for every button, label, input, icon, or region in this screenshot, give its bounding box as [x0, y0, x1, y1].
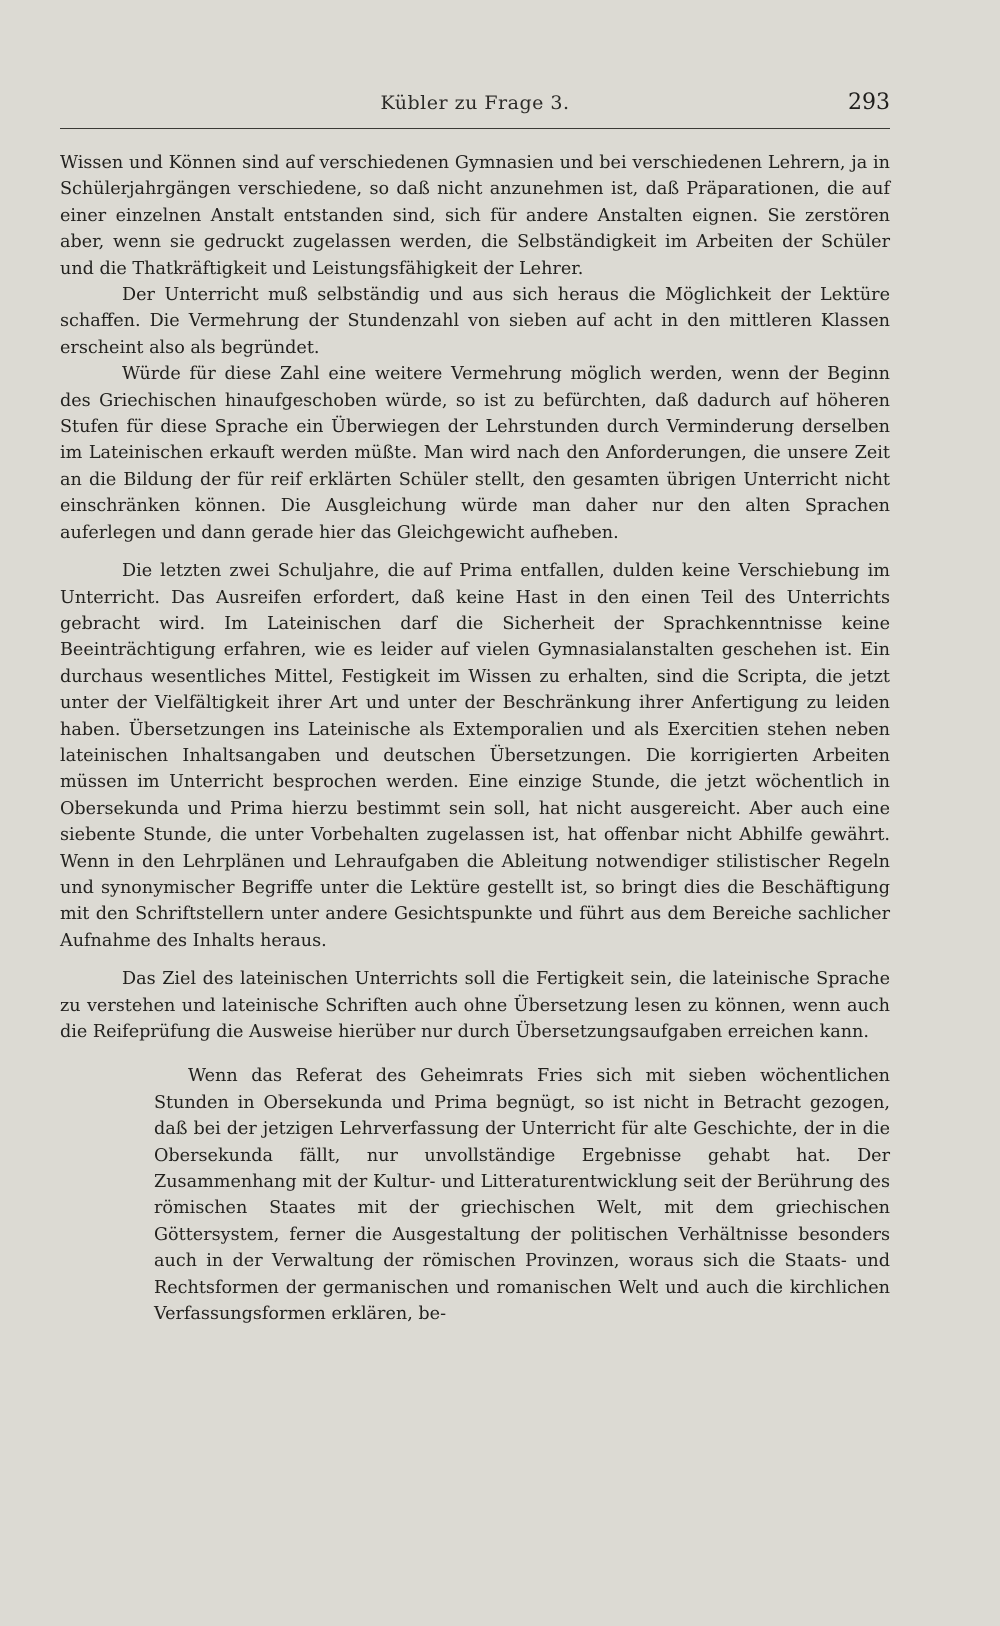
- page-header: [60, 88, 890, 128]
- paragraph-6: Wenn das Referat des Geheimrats Fries sich mit sieben wöchentlichen Stunden in Obersekunda und Prima begnügt, so ist nicht in Betracht gezogen, daß bei der jetzigen Lehrverfassung der Unterricht für alte Geschichte, der in die Obersekunda fällt, nur unvollständige Ergebnisse gehabt hat. Der Zusammenhang mit der Kultur- und Litteraturentwicklung seit der Berührung des römischen Staates mit der griechischen Welt, mit dem griechischen Göttersystem, ferner die Ausgestaltung der politischen Verhältnisse besonders auch in der Verwaltung der römischen Provinzen, woraus sich die Staats- und Rechtsformen der germanischen und romanischen Welt und auch die kirchlichen Verfassungsformen erklären, be-: [154, 1066, 890, 1325]
- header-rule: [60, 128, 890, 129]
- page-number: 293: [848, 90, 890, 115]
- paragraph-4: Die letzten zwei Schuljahre, die auf Prima entfallen, dulden keine Verschiebung im Unterricht. Das Ausreifen erfordert, daß keine Hast in den einen Teil des Unterrichts gebracht wird. Im Lateinischen darf die Sicherheit der Sprachkenntnisse keine Beeinträchtigung erfahren, wie es leider auf vielen Gymnasialanstalten geschehen ist. Ein durchaus wesentliches Mittel, Festigkeit im Wissen zu erhalten, sind die Scripta, die jetzt unter der Vielfältigkeit ihrer Art und unter der Beschränkung ihrer Anfertigung zu leiden haben. Übersetzungen ins Lateinische als Extemporalien und als Exercitien stehen neben lateinischen Inhaltsangaben und deutschen Übersetzungen. Die korrigierten Arbeiten müssen im Unterricht besprochen werden. Eine einzige Stunde, die jetzt wöchentlich in Obersekunda und Prima hierzu bestimmt sein soll, hat nicht ausgereicht. Aber auch eine siebente Stunde, die unter Vorbehalten zugelassen ist, hat offenbar nicht Abhilfe gewährt. Wenn in den Lehrplänen und Lehraufgaben die Ableitung notwendiger stilistischer Regeln und synonymischer Begriffe unter die Lektüre gestellt ist, so bringt dies die Beschäftigung mit den Schriftstellern unter andere Gesichtspunkte und führt aus dem Bereiche sachlicher Aufnahme des Inhalts heraus.: [60, 561, 890, 951]
- paragraph-2: Der Unterricht muß selbständig und aus sich heraus die Möglichkeit der Lektüre schaffen. Die Vermehrung der Stundenzahl von sieben auf acht in den mittleren Klassen erscheint also als begründet.: [60, 285, 890, 358]
- paragraph-5: Das Ziel des lateinischen Unterrichts soll die Fertigkeit sein, die lateinische Sprache zu verstehen und lateinische Schriften auch ohne Übersetzung lesen zu können, wenn auch die Reifeprüfung die Ausweise hierüber nur durch Übersetzungsaufgaben erreichen kann.: [60, 969, 890, 1042]
- running-title: Kübler zu Frage 3.: [380, 92, 570, 114]
- paragraph-1: Wissen und Können sind auf verschiedenen Gymnasien und bei verschiedenen Lehrern, ja in Schülerjahrgängen verschiedene, so daß nicht anzunehmen ist, daß Präparationen, die auf einer einzelnen Anstalt entstanden sind, sich für andere Anstalten eignen. Sie zerstören aber, wenn sie gedruckt zugelassen werden, die Selbständigkeit im Arbeiten der Schüler und die Thatkräftigkeit und Leistungsfähigkeit der Lehrer.: [60, 153, 890, 279]
- paragraph-3: Würde für diese Zahl eine weitere Vermehrung möglich werden, wenn der Beginn des Griechischen hinaufgeschoben würde, so ist zu befürchten, daß dadurch auf höheren Stufen für diese Sprache ein Überwiegen der Lehrstunden durch Verminderung derselben im Lateinischen erkauft werden müßte. Man wird nach den Anforderungen, die unsere Zeit an die Bildung der für reif erklärten Schüler stellt, den gesamten übrigen Unterricht nicht einschränken können. Die Ausgleichung würde man daher nur den alten Sprachen auferlegen und dann gerade hier das Gleichgewicht aufheben.: [60, 364, 890, 543]
- body-text: [60, 150, 890, 1327]
